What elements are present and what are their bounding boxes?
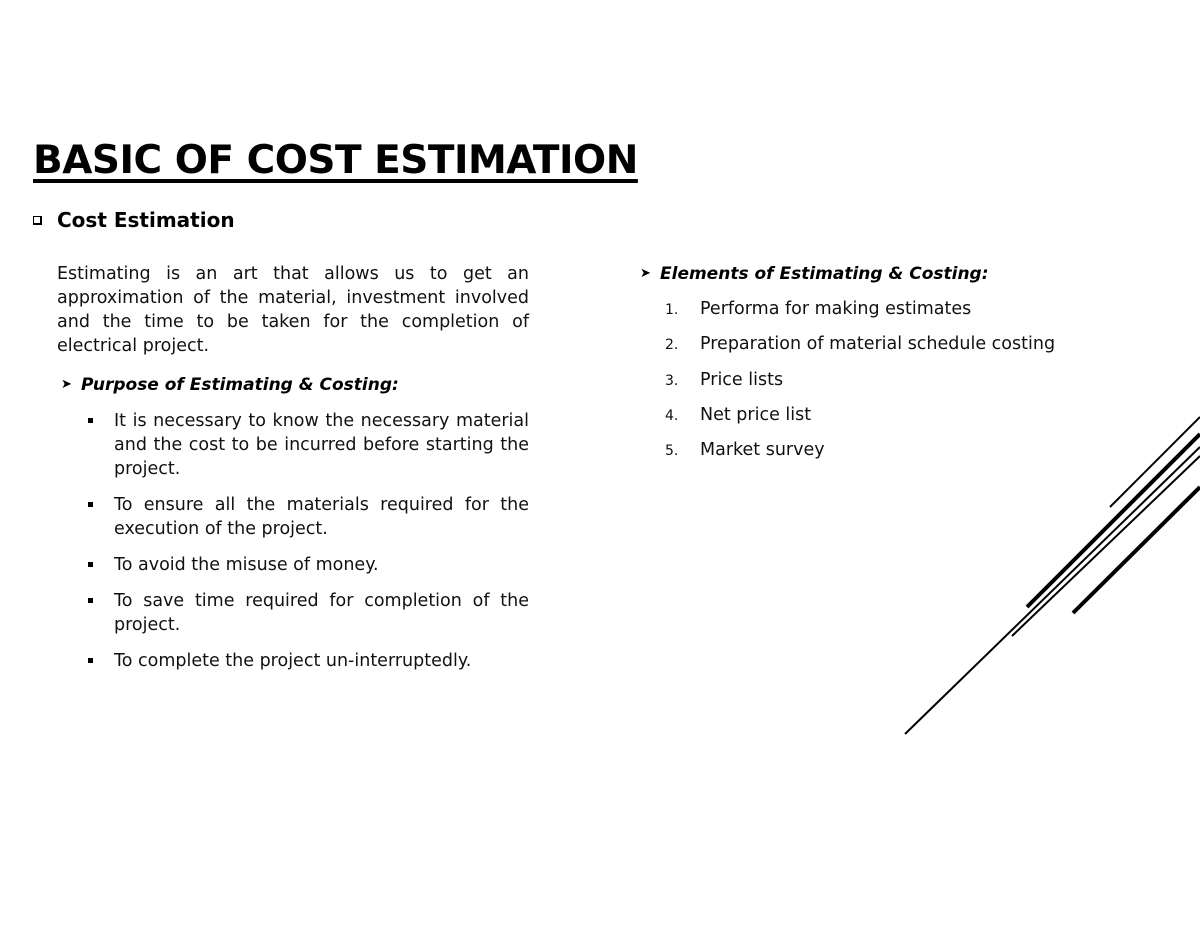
elements-heading-label: Elements of Estimating & Costing: — [660, 264, 989, 284]
list-item-text: Preparation of material schedule costing — [700, 334, 1056, 355]
arrow-bullet-icon: ➤ — [640, 266, 651, 281]
intro-paragraph: Estimating is an art that allows us to get an approximation of the material, investment involved and the time to be taken for the completion of electrical project. — [57, 264, 529, 356]
list-item-number: 4. — [665, 407, 679, 424]
list-item-text: Net price list — [700, 404, 812, 425]
list-item-number: 1. — [665, 302, 679, 318]
section-heading-label: Cost Estimation — [57, 208, 235, 232]
arrow-bullet-icon: ➤ — [61, 377, 72, 392]
decorative-line — [1073, 487, 1200, 613]
list-item-text: To avoid the misuse of money. — [114, 555, 379, 575]
list-item-text: It is necessary to know the necessary material and the cost to be incurred before starting the project. — [114, 411, 529, 479]
purpose-heading-label: Purpose of Estimating & Costing: — [81, 375, 399, 395]
list-item-number: 2. — [665, 337, 679, 354]
list-item-text: Performa for making estimates — [700, 299, 972, 319]
decorative-line — [1027, 434, 1200, 607]
list-item-number: 3. — [665, 372, 679, 389]
decorative-line — [1110, 417, 1200, 507]
list-item-text: Price lists — [700, 369, 784, 390]
decorative-line — [905, 447, 1200, 734]
list-item-number: 5. — [665, 443, 679, 460]
list-item-text: To save time required for completion of the project. — [114, 591, 529, 635]
page-title: BASIC OF COST ESTIMATION — [33, 138, 638, 183]
list-item-text: To complete the project un-interruptedly. — [114, 651, 472, 671]
list-item-text: To ensure all the materials required for the execution of the project. — [114, 495, 529, 539]
decorative-line — [1012, 456, 1200, 636]
list-item-text: Market survey — [700, 440, 825, 461]
